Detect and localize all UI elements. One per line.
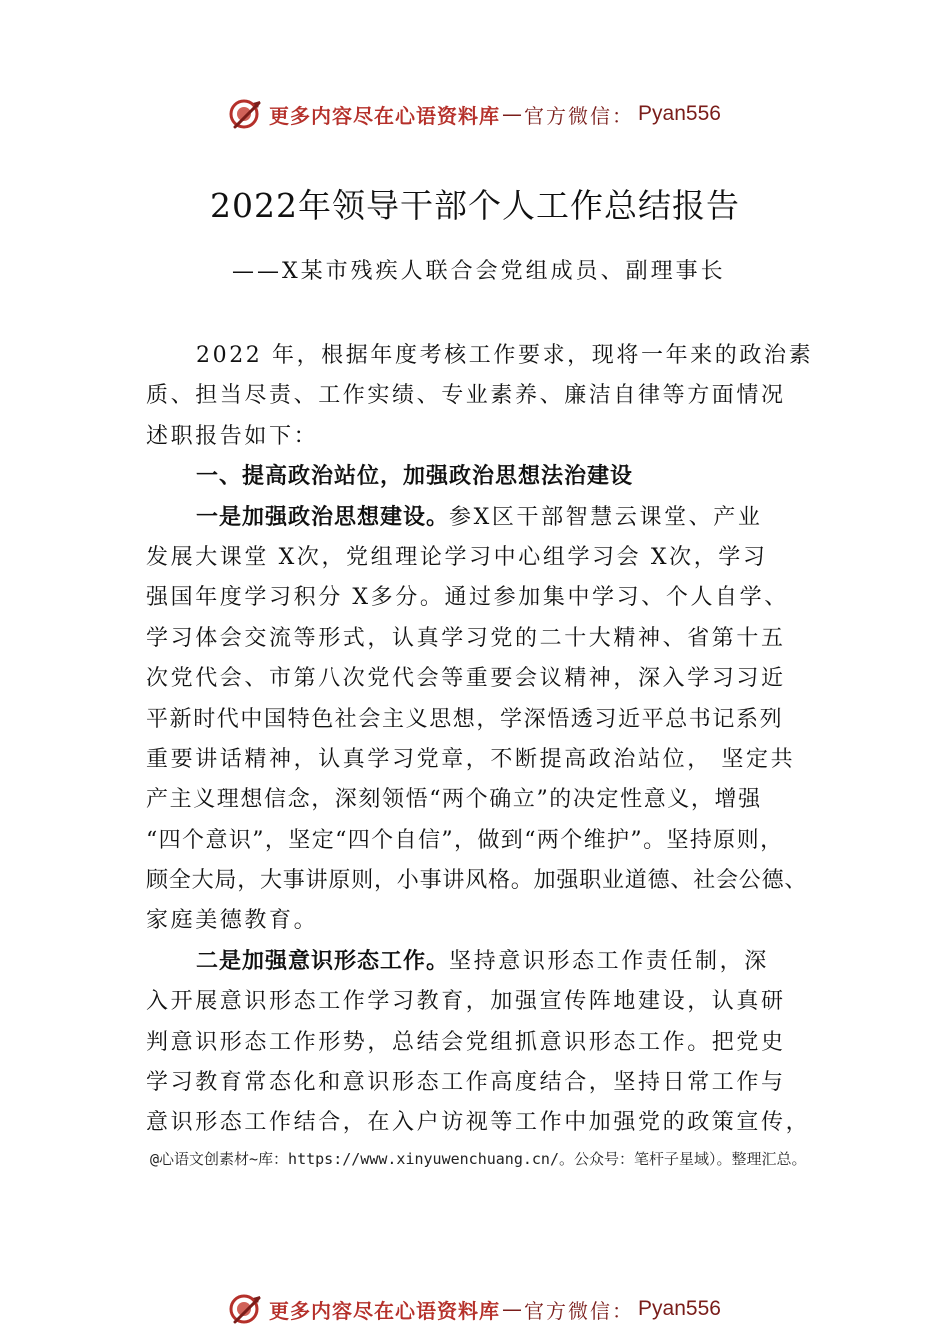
footer-dash: — bbox=[502, 1297, 523, 1321]
body-line: 2022 年，根据年度考核工作要求，现将一年来的政治素 bbox=[196, 343, 814, 368]
brush-seal-icon bbox=[229, 97, 263, 131]
header-brand: 更多内容尽在心语资料库 bbox=[269, 103, 501, 128]
document-body bbox=[146, 336, 826, 1144]
body-line: 学习教育常态化和意识形态工作高度结合，坚持日常工作与 bbox=[146, 1070, 786, 1096]
body-line: 平新时代中国特色社会主义思想，学深悟透习近平总书记系列 bbox=[146, 706, 784, 732]
body-line: “四个意识”，坚定“四个自信”，做到“两个维护”。坚持原则， bbox=[146, 827, 784, 853]
footer-banner bbox=[0, 1289, 950, 1329]
body-line-text: 坚持意识形态工作责任制，深 bbox=[449, 948, 769, 974]
body-line: 判意识形态工作形势，总结会党组抓意识形态工作。把党史 bbox=[146, 1029, 786, 1055]
paragraph-first-line bbox=[146, 942, 826, 982]
body-line: 述职报告如下： bbox=[146, 423, 319, 449]
brush-seal-icon bbox=[229, 1292, 263, 1326]
body-line: 家庭美德教育。 bbox=[146, 908, 319, 934]
watermark-text: @心语文创素材~库：https://www.xinyuwenchuang.cn/。公众号：笔杆子星域）。整理汇总。 bbox=[150, 1150, 807, 1168]
paragraph-lead: 二是加强意识形态工作。 bbox=[196, 948, 450, 974]
body-line: 次党代会、市第八次党代会等重要会议精神，深入学习习近 bbox=[146, 666, 786, 692]
body-line: 入开展意识形态工作学习教育，加强宣传阵地建设，认真研 bbox=[146, 989, 786, 1015]
body-line: 意识形态工作结合，在入户访视等工作中加强党的政策宣传， bbox=[146, 1110, 811, 1136]
footer-wechat-id: Pyan556 bbox=[638, 1297, 721, 1320]
paragraph-first-line bbox=[146, 498, 826, 538]
body-line: 强国年度学习积分 X多分。通过参加集中学习、个人自学、 bbox=[146, 585, 789, 611]
document-subtitle: ——X某市残疾人联合会党组成员、副理事长 bbox=[232, 259, 726, 284]
document-title: 2022年领导干部个人工作总结报告 bbox=[210, 186, 740, 225]
body-line: 学习体会交流等形式，认真学习党的二十大精神、省第十五 bbox=[146, 625, 786, 651]
header-dash: — bbox=[502, 102, 523, 126]
body-line: 顾全大局，大事讲原则，小事讲风格。加强职业道德、社会公德、 bbox=[146, 868, 808, 894]
body-line-text: 参X区干部智慧云课堂、产业 bbox=[449, 504, 763, 530]
body-line: 发展大课堂 X次，党组理论学习中心组学习会 X次，学习 bbox=[146, 544, 768, 570]
header-banner bbox=[0, 94, 950, 134]
header-wechat-id: Pyan556 bbox=[638, 102, 721, 125]
body-line: 质、担当尽责、工作实绩、专业素养、廉洁自律等方面情况 bbox=[146, 383, 786, 409]
footer-brand: 更多内容尽在心语资料库 bbox=[269, 1298, 501, 1323]
body-line: 产主义理想信念，深刻领悟“两个确立”的决定性意义，增强 bbox=[146, 787, 762, 813]
section-heading: 一、提高政治站位，加强政治思想法治建设 bbox=[196, 464, 634, 490]
body-line: 重要讲话精神，认真学习党章，不断提高政治站位， 坚定共 bbox=[146, 746, 796, 772]
paragraph-lead: 一是加强政治思想建设。 bbox=[196, 504, 450, 530]
header-wechat-label: 官方微信： bbox=[524, 103, 635, 128]
footer-wechat-label: 官方微信： bbox=[524, 1298, 635, 1323]
